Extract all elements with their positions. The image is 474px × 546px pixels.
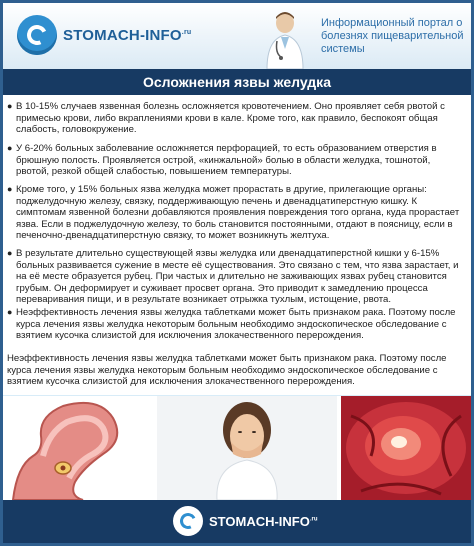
logo-tld: .ru (181, 28, 192, 36)
bullet-dot-icon: ● (7, 248, 13, 258)
bullet-item: ● В 10-15% случаев язвенная болезнь осложняется кровотечением. Оно проявляет себя рвотой с примесью крови, либо вкраплениями крови в кале. Кроме того, как правило, беспокоят общая слабость, головокружение. (7, 101, 445, 136)
endoscopy-ulcer-photo (341, 396, 471, 500)
site-tagline: Информационный портал о болезнях пищеварительной системы (321, 17, 464, 55)
bullet-dot-icon: ● (7, 184, 13, 194)
footer-logo-tld: .ru (309, 516, 318, 523)
bullet-item: ● В результате длительно существующей язвы желудка или двенадцатиперстной кишки у 6-15% больных развивается сужение в месте её существования. Это связано с тем, что язва зарастает, и на её месте образуется рубец. При частых и длительно не заживающих язвах рубец становится грубым. Он деформирует и суживает просвет органа. Это приводит к замедлению процесса переваривания пищи, и в результате возникает отрыжка тухлым, истощение, рвота. (7, 248, 459, 306)
nauseous-woman-photo (157, 396, 337, 500)
footer-logo[interactable] (173, 506, 318, 536)
site-logo[interactable] (17, 15, 191, 55)
doctor-illustration (259, 9, 311, 69)
bullet-dot-icon: ● (7, 101, 13, 111)
site-footer (3, 500, 471, 543)
bullet-dot-icon: ● (7, 307, 13, 317)
site-header (3, 3, 471, 69)
photo-strip (3, 396, 471, 500)
bullet-dot-icon: ● (7, 143, 13, 153)
bullet-item: ● Неэффективность лечения язвы желудка таблетками может быть признаком рака. Поэтому после курса лечения язвы желудка некоторым больным необходимо эндоскопическое обследование с взятием кусочка слизистой для исключения злокачественного перерождения. (7, 307, 456, 342)
stomach-illustration (3, 396, 153, 500)
footer-logo-swirl-icon (173, 506, 203, 536)
footer-logo-text: STOMACH-INFO (209, 513, 310, 529)
title-bar (3, 69, 471, 95)
logo-swirl-icon (17, 15, 57, 55)
bullet-item: ● У 6-20% больных заболевание осложняется перфорацией, то есть образованием отверстия в брюшную полость. Проявляется острой, «кинжальной» болью в области желудка, тошнотой, рвотой, резкой общей слабостью, повышением температуры. (7, 143, 437, 178)
article-content (3, 95, 471, 395)
bullet-item: ● Кроме того, у 15% больных язва желудка может прорастать в другие, прилегающие органы: поджелудочную железу, связку, поддерживающую печень и двенадцатиперстную кишку. К симптомам язвенной болезни добавляются проявления повреждения того органа, куда прорастает язва. Если в поджелудочную железу, то боль становится постоянными, отдают в поясницу, если в печеночно-двенадцатиперстную связку, то может возникнуть желтуха. (7, 184, 460, 242)
logo-text: STOMACH-INFO (63, 26, 182, 44)
page-title: Осложнения язвы желудка (143, 74, 331, 90)
summary-paragraph: Неэффективность лечения язвы желудка таблетками может быть признаком рака. Поэтому после курса лечения язвы желудка некоторым больным необходимо эндоскопическое обследование с взятием кусочка слизистой для исключения злокачественного перерождения. (7, 353, 447, 388)
